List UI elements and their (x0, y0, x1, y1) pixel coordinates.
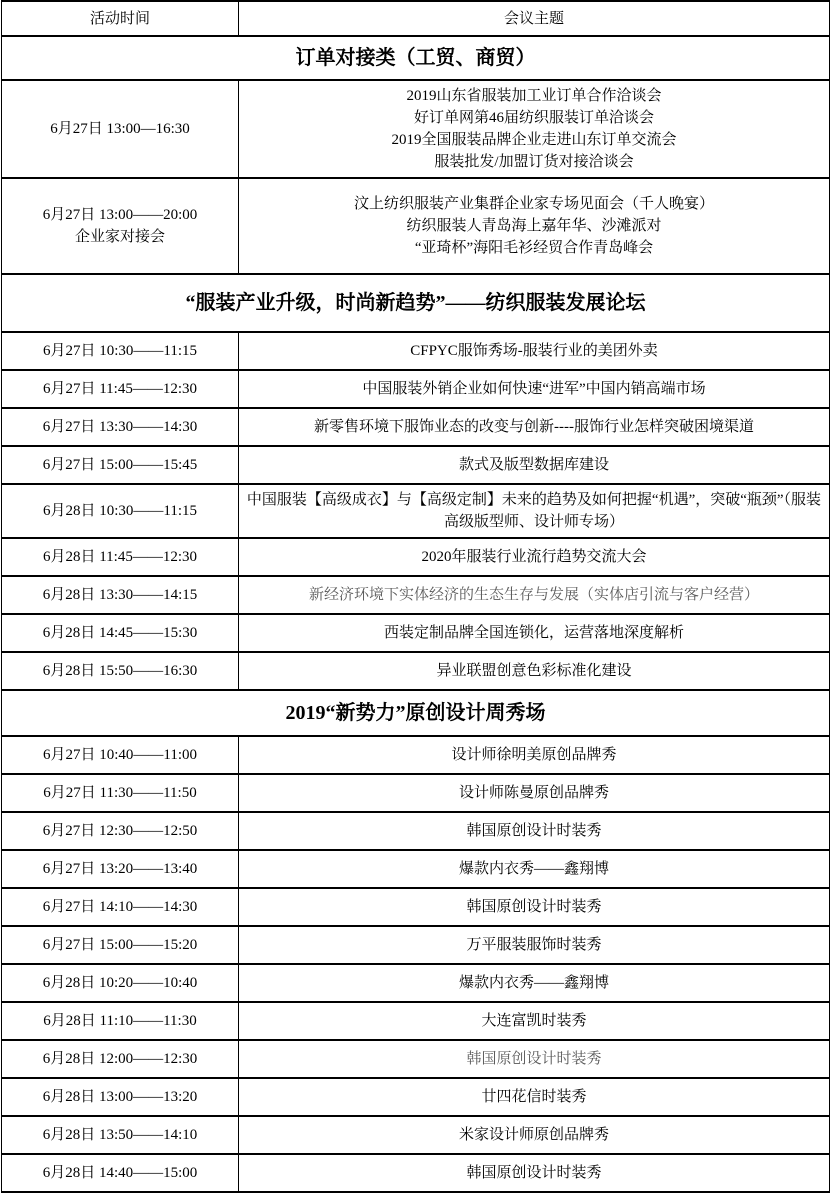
event-time: 6月27日 11:30——11:50 (43, 785, 197, 801)
table-row (2, 812, 830, 850)
event-time-cell (2, 446, 239, 484)
event-time-cell (2, 484, 239, 538)
event-time-cell (2, 850, 239, 888)
event-topic: 韩国原创设计时装秀 (466, 1165, 602, 1181)
event-topic: 异业联盟创意色彩标准化建设 (436, 663, 632, 679)
event-topic: 韩国原创设计时装秀 (466, 823, 602, 839)
event-topic-cell (239, 538, 830, 576)
event-time: 6月28日 10:20——10:40 (42, 975, 198, 991)
event-topic-cell (239, 1116, 830, 1154)
table-row (2, 538, 830, 576)
section-title-row (2, 36, 830, 80)
section-title: 2019“新势力”原创设计周秀场 (2, 690, 830, 736)
table-row (2, 1002, 830, 1040)
event-time: 6月27日 13:00—16:30 (50, 121, 190, 137)
table-row (2, 888, 830, 926)
event-time-cell (2, 652, 239, 690)
event-time: 6月27日 12:30——12:50 (42, 823, 198, 839)
event-topic-cell (239, 926, 830, 964)
event-topic-cell (239, 1154, 830, 1192)
event-time: 6月28日 13:30——14:15 (42, 587, 198, 603)
event-topic: 西装定制品牌全国连锁化，运营落地深度解析 (383, 625, 684, 641)
event-time: 6月28日 11:45——12:30 (42, 549, 198, 565)
event-topic-cell (239, 652, 830, 690)
event-topic-cell (239, 484, 830, 538)
table-row (2, 736, 830, 774)
event-time: 6月27日 13:20——13:40 (42, 861, 198, 877)
column-header-activity-time: 活动时间 (2, 1, 239, 36)
event-time-cell (2, 888, 239, 926)
event-time-cell (2, 1154, 239, 1192)
table-row (2, 774, 830, 812)
event-topic: 汶上纺织服装产业集群企业家专场见面会（千人晚宴） (353, 196, 714, 212)
event-topic-cell (239, 614, 830, 652)
event-time-cell (2, 774, 239, 812)
event-time-cell (2, 178, 239, 274)
table-row (2, 576, 830, 614)
event-topic-cell (239, 1040, 830, 1078)
event-topic: 2019全国服装品牌企业走进山东订单交流会 (391, 132, 677, 148)
event-topic-cell (239, 408, 830, 446)
table-row (2, 1040, 830, 1078)
header-row (2, 1, 830, 36)
event-time-cell (2, 736, 239, 774)
event-topic-cell (239, 812, 830, 850)
table-row (2, 652, 830, 690)
event-topic-cell (239, 332, 830, 370)
event-topic: 韩国原创设计时装秀 (466, 899, 602, 915)
event-time: 6月27日 15:00——15:20 (42, 937, 198, 953)
event-time-cell (2, 332, 239, 370)
event-time: 6月27日 13:00——20:00 (42, 207, 198, 223)
table-row (2, 1116, 830, 1154)
event-time: 6月28日 14:40——15:00 (42, 1165, 198, 1181)
table-row (2, 484, 830, 538)
table-row (2, 614, 830, 652)
section-title-row (2, 690, 830, 736)
event-topic: 韩国原创设计时装秀 (466, 1051, 602, 1067)
event-topic: 服装批发/加盟订货对接洽谈会 (434, 154, 634, 170)
event-topic-cell (239, 1078, 830, 1116)
event-topic: 中国服装外销企业如何快速“进军”中国内销高端市场 (362, 381, 706, 397)
event-time: 6月28日 11:10——11:30 (43, 1013, 197, 1029)
event-time: 6月27日 11:45——12:30 (42, 381, 198, 397)
event-time: 6月27日 15:00——15:45 (42, 457, 198, 473)
event-time-cell (2, 370, 239, 408)
event-topic: 万平服装服饰时装秀 (466, 937, 602, 953)
event-topic: 爆款内衣秀——鑫翔博 (458, 861, 609, 877)
event-topic: “亚琦杯”海阳毛衫经贸合作青岛峰会 (414, 240, 654, 256)
event-topic: 中国服装【高级成衣】与【高级定制】未来的趋势及如何把握“机遇”，突破“瓶颈”（服装高级版型师、设计师专场） (246, 492, 822, 530)
event-time-cell (2, 964, 239, 1002)
event-topic: 纺织服装人青岛海上嘉年华、沙滩派对 (406, 218, 662, 234)
event-time-cell (2, 1078, 239, 1116)
event-topic: 爆款内衣秀——鑫翔博 (458, 975, 609, 991)
event-topic: 新零售环境下服饰业态的改变与创新----服饰行业怎样突破困境渠道 (314, 419, 754, 435)
event-time-cell (2, 408, 239, 446)
event-topic: 好订单网第46届纺织服装订单洽谈会 (413, 110, 654, 126)
event-time: 6月28日 13:50——14:10 (42, 1127, 198, 1143)
event-topic-cell (239, 576, 830, 614)
event-time-cell (2, 1116, 239, 1154)
event-topic: 新经济环境下实体经济的生态生存与发展（实体店引流与客户经营） (308, 587, 759, 603)
event-topic: CFPYC服饰秀场-服装行业的美团外卖 (410, 343, 658, 359)
table-row (2, 408, 830, 446)
event-topic: 米家设计师原创品牌秀 (458, 1127, 609, 1143)
table-body (2, 36, 830, 1192)
event-topic: 廿四花信时装秀 (481, 1089, 587, 1105)
event-topic: 设计师陈曼原创品牌秀 (458, 785, 609, 801)
event-topic-cell (239, 888, 830, 926)
event-topic: 款式及版型数据库建设 (458, 457, 609, 473)
event-time: 6月27日 13:30——14:30 (42, 419, 198, 435)
event-topic-cell (239, 850, 830, 888)
table-row (2, 80, 830, 178)
table-row (2, 1078, 830, 1116)
event-time-cell (2, 80, 239, 178)
event-topic-cell (239, 446, 830, 484)
event-topic-cell (239, 736, 830, 774)
column-header-meeting-topic: 会议主题 (239, 1, 830, 36)
event-time: 6月27日 10:30——11:15 (42, 343, 198, 359)
event-topic-cell (239, 1002, 830, 1040)
event-time: 6月28日 10:30——11:15 (42, 503, 198, 519)
event-time: 企业家对接会 (74, 229, 165, 245)
event-time: 6月28日 12:00——12:30 (42, 1051, 198, 1067)
table-row (2, 850, 830, 888)
section-title: 订单对接类（工贸、商贸） (2, 36, 830, 80)
table-row (2, 926, 830, 964)
section-title: “服装产业升级，时尚新趋势”——纺织服装发展论坛 (2, 274, 830, 332)
event-topic-cell (239, 178, 830, 274)
event-time: 6月28日 15:50——16:30 (42, 663, 198, 679)
event-time: 6月27日 10:40——11:00 (42, 747, 198, 763)
table-row (2, 332, 830, 370)
event-time-cell (2, 812, 239, 850)
event-time: 6月28日 13:00——13:20 (42, 1089, 198, 1105)
event-topic-cell (239, 964, 830, 1002)
event-topic: 大连富凯时装秀 (481, 1013, 587, 1029)
event-time-cell (2, 926, 239, 964)
event-time-cell (2, 576, 239, 614)
table-row (2, 370, 830, 408)
event-time: 6月28日 14:45——15:30 (42, 625, 198, 641)
conference-schedule-table (1, 0, 830, 1193)
event-time: 6月27日 14:10——14:30 (42, 899, 198, 915)
table-row (2, 178, 830, 274)
event-time-cell (2, 538, 239, 576)
table-row (2, 1154, 830, 1192)
event-time-cell (2, 1002, 239, 1040)
event-topic-cell (239, 80, 830, 178)
event-time-cell (2, 614, 239, 652)
event-topic: 2019山东省服装加工业订单合作洽谈会 (406, 88, 662, 104)
event-topic: 2020年服装行业流行趋势交流大会 (421, 549, 647, 565)
event-time-cell (2, 1040, 239, 1078)
table-row (2, 446, 830, 484)
section-title-row (2, 274, 830, 332)
event-topic: 设计师徐明美原创品牌秀 (451, 747, 617, 763)
table-row (2, 964, 830, 1002)
table-header (2, 1, 830, 36)
event-topic-cell (239, 774, 830, 812)
event-topic-cell (239, 370, 830, 408)
